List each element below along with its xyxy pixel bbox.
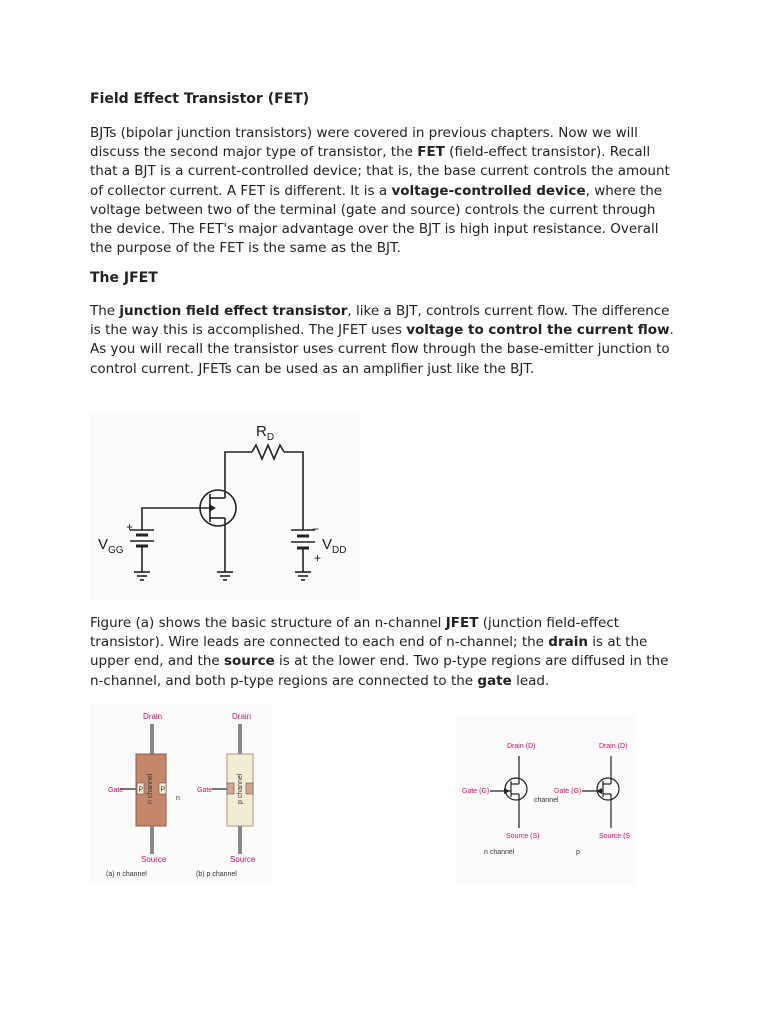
text-run: BJTs (bipolar junction transistors) were covered in previous chapters. Now we will discuss the second major type of transistor, the — [90, 125, 638, 161]
svg-text:P: P — [138, 786, 144, 794]
svg-text:channel: channel — [534, 797, 559, 804]
caption-a: (a) n channel — [106, 871, 147, 878]
svg-text:Drain (D): Drain (D) — [507, 743, 536, 750]
svg-text:Drain (D): Drain (D) — [599, 743, 628, 750]
svg-text:Gate (G): Gate (G) — [554, 788, 582, 795]
label-vdd: $V_{DD}$ — [322, 536, 347, 556]
svg-text:P: P — [160, 786, 166, 794]
bold-voltage-control: voltage to control the current flow — [406, 322, 670, 339]
svg-text:Source (S: Source (S — [599, 833, 631, 840]
bold-jfet-term: junction field effect transistor — [119, 303, 348, 319]
text-run: (field-effect transistor). Recall that a BJT is a current-controlled device; that is, the base current controls the amount of collector current. A FET is different. It is a — [90, 144, 670, 199]
vdd-plus: + — [314, 551, 322, 565]
source-label-a: Source — [141, 855, 167, 864]
label-vgg: $V_{GG}$ — [98, 536, 124, 556]
svg-text:p: p — [576, 849, 580, 856]
text-run: is at the lower end. Two p-type regions are diffused in the n-channel, and both p-type regions are connected to the — [90, 653, 669, 689]
svg-text:n: n — [176, 795, 180, 802]
gate-label-b: Gate — [197, 787, 213, 794]
svg-text:n channel: n channel — [484, 849, 515, 856]
drain-label-b: Drain — [232, 712, 252, 721]
text-run: is at the upper end, and the — [90, 634, 648, 670]
label-rd: $R_D$ — [256, 423, 275, 443]
section-heading-jfet: The JFET — [90, 270, 158, 286]
gate-label-a: Gate — [108, 787, 124, 794]
jfet-symbols-figure — [456, 714, 636, 886]
source-label-b: Source — [230, 855, 256, 864]
page-title: Field Effect Transistor (FET) — [90, 91, 310, 107]
vdd-minus: − — [312, 522, 320, 536]
figure-paragraph — [90, 614, 680, 691]
text-run: , like a BJT, controls current flow. The difference is the way this is accomplished. The JFET uses — [90, 303, 670, 339]
text-run: . As you will recall the transistor uses current flow through the base-emitter junction to control current. JFETs can be used as an amplifier just like the BJT. — [90, 322, 674, 377]
bold-source: source — [224, 653, 275, 670]
bold-jfet: JFET — [445, 615, 479, 631]
bold-fet: FET — [417, 144, 445, 161]
drain-label-a: Drain — [143, 712, 163, 721]
jfet-structure-figure — [90, 704, 272, 884]
text-run: The — [90, 303, 120, 319]
jfet-paragraph — [90, 302, 680, 379]
jfet-bias-circuit — [90, 412, 360, 600]
bold-voltage-controlled: voltage-controlled device — [391, 182, 586, 199]
bold-drain: drain — [548, 634, 588, 651]
text-run: (junction field-effect transistor). Wire leads are connected to each end of n-channel; the — [90, 615, 620, 651]
vgg-plus: + — [126, 520, 134, 534]
bold-gate: gate — [477, 672, 512, 689]
text-run: Figure (a) shows the basic structure of an n-channel — [90, 615, 446, 631]
svg-text:n channel: n channel — [147, 773, 154, 804]
intro-paragraph — [90, 124, 680, 258]
text-run: , where the voltage between two of the terminal (gate and source) controls the current through the device. The FET's major advantage over the BJT is high input resistance. Overall the purpose of the FET is the same as the BJT. — [90, 182, 663, 257]
caption-b: (b) p channel — [196, 871, 237, 878]
svg-text:Source (S): Source (S) — [506, 833, 540, 840]
svg-text:p channel: p channel — [237, 773, 244, 804]
svg-text:Gate (G): Gate (G) — [462, 788, 490, 795]
text-run: lead. — [511, 672, 550, 689]
